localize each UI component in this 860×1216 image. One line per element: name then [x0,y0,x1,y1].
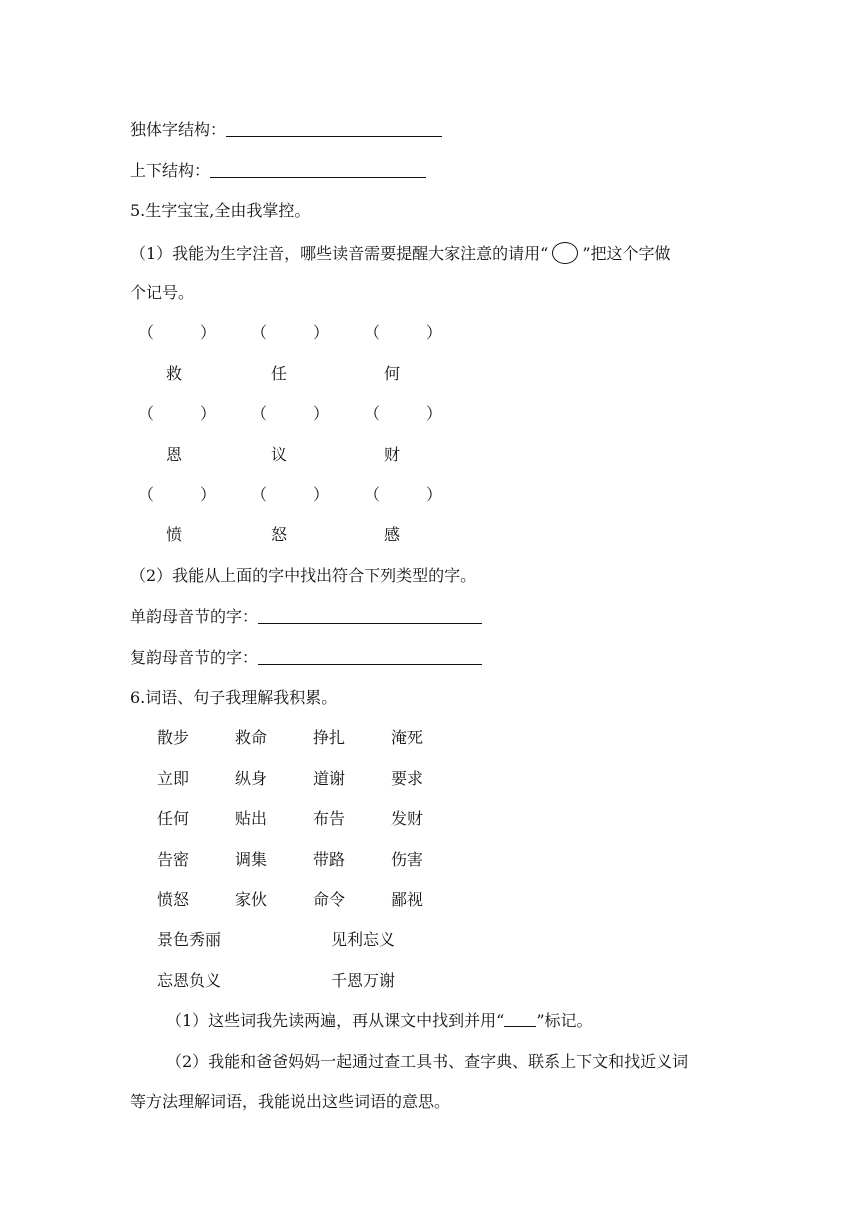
paren-close: ） [426,485,443,504]
single-vowel-blank[interactable] [258,609,482,624]
pinyin-blank[interactable] [364,485,442,505]
single-structure-blank[interactable] [226,122,442,137]
q6-part2-cont: 等方法理解词语，我能说出这些词语的意思。 [130,1092,451,1111]
vocab-word: 告密 [157,850,190,869]
q6-part1: （1）这些词我先读两遍，再从课文中找到并用“ ”标记。 [166,1011,593,1030]
single-structure-line [130,120,442,140]
paren-close: ） [426,323,443,342]
vocab-word: 挣扎 [313,728,346,747]
paren-close: ） [426,404,443,423]
idiom: 忘恩负义 [157,971,222,990]
vocab-word: 发财 [391,809,424,828]
pinyin-blank[interactable] [364,323,442,343]
paren-open: （ [251,323,268,342]
idiom: 景色秀丽 [157,930,222,949]
single-vowel-line: 单韵母音节的字： [130,607,482,627]
pinyin-blank[interactable] [251,485,329,505]
vocab-word: 命令 [313,890,346,909]
single-structure-label: 独体字结构： [130,120,227,139]
pinyin-blank[interactable] [138,323,216,343]
q5-part1: （1）我能为生字注音，哪些读音需要提醒大家注意的请用“ ”把这个字做 [130,244,671,263]
paren-open: （ [364,323,381,342]
q6-part2: （2）我能和爸爸妈妈一起通过查工具书、查字典、联系上下文和找近义词 [166,1052,689,1071]
character: 感 [384,525,401,544]
vocab-word: 任何 [157,809,190,828]
vocab-word: 纵身 [235,769,268,788]
vocab-word: 愤怒 [157,890,190,909]
character: 议 [271,445,288,464]
paren-open: （ [138,485,155,504]
character: 任 [271,364,288,383]
character: 财 [384,445,401,464]
paren-open: （ [138,323,155,342]
vocab-word: 散步 [157,728,190,747]
q6-title: 6.词语、句子我理解我积累。 [130,688,338,707]
character: 何 [384,364,401,383]
vocab-word: 布告 [313,809,346,828]
vocab-word: 家伙 [235,890,268,909]
character: 愤 [166,525,183,544]
paren-close: ） [313,485,330,504]
paren-close: ） [313,323,330,342]
vocab-word: 伤害 [391,850,424,869]
vocab-word: 要求 [391,769,424,788]
pinyin-blank[interactable] [138,404,216,424]
idiom: 千恩万谢 [331,971,396,990]
vocab-word: 鄙视 [391,890,424,909]
topdown-structure-label: 上下结构： [130,161,211,180]
paren-close: ） [200,485,217,504]
topdown-structure-line [130,161,426,181]
pinyin-blank[interactable] [138,485,216,505]
vocab-word: 贴出 [235,809,268,828]
character: 怒 [271,525,288,544]
paren-open: （ [251,485,268,504]
vocab-word: 立即 [157,769,190,788]
q5-part1-cont: 个记号。 [130,283,195,302]
underline-mark-icon [504,1012,536,1027]
vocab-word: 带路 [313,850,346,869]
q5-part2: （2）我能从上面的字中找出符合下列类型的字。 [130,566,477,585]
vocab-word: 道谢 [313,769,346,788]
vocab-word: 调集 [235,850,268,869]
vocab-word: 救命 [235,728,268,747]
pinyin-blank[interactable] [251,404,329,424]
vocab-word: 淹死 [391,728,424,747]
q5-title: 5.生字宝宝,全由我掌控。 [130,201,311,220]
pinyin-blank[interactable] [364,404,442,424]
idiom: 见利忘义 [331,930,396,949]
paren-open: （ [364,404,381,423]
paren-close: ） [313,404,330,423]
paren-close: ） [200,323,217,342]
paren-open: （ [251,404,268,423]
circle-mark-icon [552,242,578,264]
paren-open: （ [138,404,155,423]
compound-vowel-blank[interactable] [258,650,482,665]
character: 恩 [166,445,183,464]
paren-close: ） [200,404,217,423]
pinyin-blank[interactable] [251,323,329,343]
compound-vowel-line: 复韵母音节的字： [130,648,482,668]
paren-open: （ [364,485,381,504]
topdown-structure-blank[interactable] [210,163,426,178]
character: 救 [166,364,183,383]
